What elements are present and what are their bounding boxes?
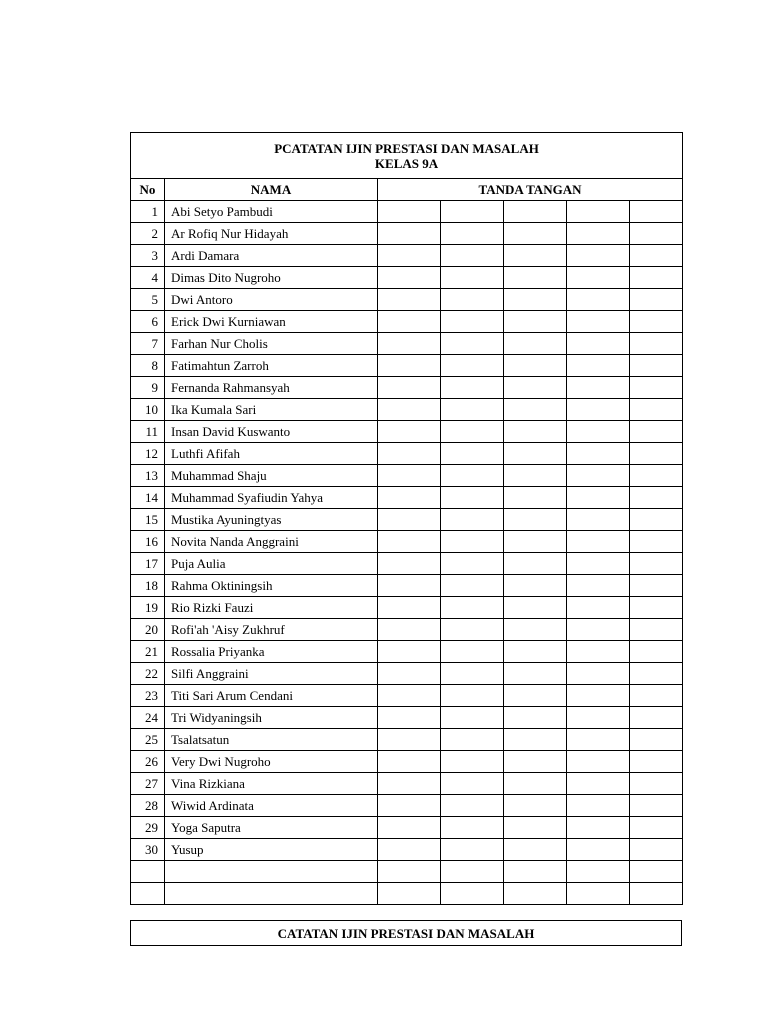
row-number: 16 [131,531,165,553]
signature-cell[interactable] [441,663,504,685]
student-name: Insan David Kuswanto [165,421,378,443]
signature-cell[interactable] [441,729,504,751]
signature-cell[interactable] [630,201,683,223]
table-row [131,245,683,267]
signature-cell[interactable] [567,267,630,289]
row-number: 4 [131,267,165,289]
table-row [131,861,683,883]
signature-cell[interactable] [630,421,683,443]
row-number: 14 [131,487,165,509]
signature-cell[interactable] [504,421,567,443]
signature-cell[interactable] [378,421,441,443]
table-row [131,553,683,575]
student-name: Mustika Ayuningtyas [165,509,378,531]
signature-cell[interactable] [504,311,567,333]
table-row [131,465,683,487]
table-row [131,443,683,465]
student-name [165,861,378,883]
signature-cell[interactable] [567,619,630,641]
signature-cell[interactable] [630,773,683,795]
signature-cell[interactable] [567,201,630,223]
signature-cell[interactable] [441,377,504,399]
second-table [130,920,682,946]
row-number: 9 [131,377,165,399]
signature-cell[interactable] [441,773,504,795]
student-name: Farhan Nur Cholis [165,333,378,355]
signature-cell[interactable] [567,553,630,575]
signature-cell[interactable] [504,245,567,267]
signature-cell[interactable] [378,443,441,465]
row-number [131,861,165,883]
signature-cell[interactable] [504,729,567,751]
signature-cell[interactable] [504,817,567,839]
signature-cell[interactable] [378,751,441,773]
signature-cell[interactable] [630,531,683,553]
signature-cell[interactable] [630,597,683,619]
signature-cell[interactable] [378,817,441,839]
signature-cell[interactable] [567,377,630,399]
signature-cell[interactable] [504,883,567,905]
table-row [131,839,683,861]
signature-cell[interactable] [504,641,567,663]
table-title [131,133,683,179]
title-line-2: KELAS 9A [374,155,439,171]
row-number: 3 [131,245,165,267]
row-number: 22 [131,663,165,685]
signature-cell[interactable] [567,311,630,333]
student-name: Yusup [165,839,378,861]
attendance-table [130,132,683,905]
signature-cell[interactable] [630,641,683,663]
signature-cell[interactable] [567,597,630,619]
signature-cell[interactable] [441,267,504,289]
signature-cell[interactable] [630,619,683,641]
signature-cell[interactable] [567,795,630,817]
signature-cell[interactable] [504,619,567,641]
signature-cell[interactable] [504,399,567,421]
signature-cell[interactable] [630,355,683,377]
signature-cell[interactable] [504,531,567,553]
row-number: 25 [131,729,165,751]
row-number [131,883,165,905]
row-number: 6 [131,311,165,333]
signature-cell[interactable] [378,707,441,729]
student-name: Ika Kumala Sari [165,399,378,421]
signature-cell[interactable] [567,245,630,267]
signature-cell[interactable] [441,333,504,355]
signature-cell[interactable] [441,817,504,839]
table-row [131,773,683,795]
student-name: Dimas Dito Nugroho [165,267,378,289]
signature-cell[interactable] [441,883,504,905]
student-name: Dwi Antoro [165,289,378,311]
row-number: 19 [131,597,165,619]
table-row [131,685,683,707]
table-row [131,509,683,531]
signature-cell[interactable] [630,509,683,531]
signature-cell[interactable] [378,773,441,795]
student-name: Rossalia Priyanka [165,641,378,663]
signature-cell[interactable] [567,575,630,597]
signature-cell[interactable] [441,245,504,267]
row-number: 24 [131,707,165,729]
signature-cell[interactable] [441,355,504,377]
signature-cell[interactable] [441,465,504,487]
signature-cell[interactable] [567,333,630,355]
signature-cell[interactable] [441,289,504,311]
signature-cell[interactable] [378,311,441,333]
student-name: Muhammad Shaju [165,465,378,487]
row-number: 10 [131,399,165,421]
student-name: Yoga Saputra [165,817,378,839]
signature-cell[interactable] [378,619,441,641]
signature-cell[interactable] [441,597,504,619]
table-row [131,399,683,421]
table-row [131,201,683,223]
signature-cell[interactable] [567,443,630,465]
signature-cell[interactable] [441,399,504,421]
table-row [131,333,683,355]
signature-cell[interactable] [504,509,567,531]
signature-cell[interactable] [504,597,567,619]
header-nama: NAMA [165,179,378,201]
signature-cell[interactable] [567,861,630,883]
row-number: 23 [131,685,165,707]
signature-cell[interactable] [567,707,630,729]
signature-cell[interactable] [630,839,683,861]
signature-cell[interactable] [630,267,683,289]
signature-cell[interactable] [378,201,441,223]
signature-cell[interactable] [504,685,567,707]
signature-cell[interactable] [378,399,441,421]
signature-cell[interactable] [441,201,504,223]
table-row [131,531,683,553]
signature-cell[interactable] [441,795,504,817]
signature-cell[interactable] [630,685,683,707]
signature-cell[interactable] [504,333,567,355]
student-name: Luthfi Afifah [165,443,378,465]
row-number: 12 [131,443,165,465]
table-row [131,751,683,773]
signature-cell[interactable] [567,839,630,861]
row-number: 1 [131,201,165,223]
table-row [131,619,683,641]
signature-cell[interactable] [567,421,630,443]
signature-cell[interactable] [378,333,441,355]
signature-cell[interactable] [378,377,441,399]
signature-cell[interactable] [441,509,504,531]
signature-cell[interactable] [504,861,567,883]
signature-cell[interactable] [504,795,567,817]
signature-cell[interactable] [567,663,630,685]
signature-cell[interactable] [504,443,567,465]
signature-cell[interactable] [378,223,441,245]
student-name: Titi Sari Arum Cendani [165,685,378,707]
table-row [131,311,683,333]
signature-cell[interactable] [630,333,683,355]
row-number: 13 [131,465,165,487]
signature-cell[interactable] [567,685,630,707]
table-row [131,883,683,905]
signature-cell[interactable] [441,487,504,509]
signature-cell[interactable] [441,553,504,575]
table-row [131,289,683,311]
signature-cell[interactable] [630,443,683,465]
signature-cell[interactable] [441,685,504,707]
signature-cell[interactable] [630,751,683,773]
table-row [131,707,683,729]
signature-cell[interactable] [441,443,504,465]
student-name: Tri Widyaningsih [165,707,378,729]
signature-cell[interactable] [630,861,683,883]
student-name: Abi Setyo Pambudi [165,201,378,223]
signature-cell[interactable] [378,553,441,575]
row-number: 5 [131,289,165,311]
signature-cell[interactable] [504,487,567,509]
signature-cell[interactable] [630,311,683,333]
row-number: 18 [131,575,165,597]
signature-cell[interactable] [567,751,630,773]
table-row [131,663,683,685]
signature-cell[interactable] [378,465,441,487]
signature-cell[interactable] [567,487,630,509]
row-number: 27 [131,773,165,795]
row-number: 7 [131,333,165,355]
signature-cell[interactable] [630,883,683,905]
table-row [131,729,683,751]
row-number: 21 [131,641,165,663]
signature-cell[interactable] [378,509,441,531]
signature-cell[interactable] [567,883,630,905]
signature-cell[interactable] [441,531,504,553]
signature-cell[interactable] [504,377,567,399]
signature-cell[interactable] [378,663,441,685]
signature-cell[interactable] [567,399,630,421]
signature-cell[interactable] [378,267,441,289]
signature-cell[interactable] [567,509,630,531]
row-number: 15 [131,509,165,531]
signature-cell[interactable] [630,729,683,751]
signature-cell[interactable] [504,201,567,223]
student-name: Very Dwi Nugroho [165,751,378,773]
student-name: Wiwid Ardinata [165,795,378,817]
signature-cell[interactable] [378,729,441,751]
table-row [131,817,683,839]
signature-cell[interactable] [504,553,567,575]
second-table-title: CATATAN IJIN PRESTASI DAN MASALAH [131,921,682,946]
student-name: Erick Dwi Kurniawan [165,311,378,333]
signature-cell[interactable] [504,839,567,861]
signature-cell[interactable] [630,795,683,817]
signature-cell[interactable] [504,223,567,245]
signature-cell[interactable] [378,245,441,267]
student-name: Puja Aulia [165,553,378,575]
row-number: 20 [131,619,165,641]
signature-cell[interactable] [378,883,441,905]
signature-cell[interactable] [441,619,504,641]
signature-cell[interactable] [378,575,441,597]
table-row [131,377,683,399]
signature-cell[interactable] [567,773,630,795]
signature-cell[interactable] [630,399,683,421]
signature-cell[interactable] [504,289,567,311]
signature-cell[interactable] [567,465,630,487]
signature-cell[interactable] [378,355,441,377]
row-number: 26 [131,751,165,773]
signature-cell[interactable] [441,575,504,597]
student-name: Rahma Oktiningsih [165,575,378,597]
table-row [131,575,683,597]
row-number: 2 [131,223,165,245]
signature-cell[interactable] [567,289,630,311]
signature-cell[interactable] [630,663,683,685]
student-name: Ardi Damara [165,245,378,267]
student-name: Vina Rizkiana [165,773,378,795]
student-name: Tsalatsatun [165,729,378,751]
row-number: 11 [131,421,165,443]
header-row [131,179,683,201]
signature-cell[interactable] [630,817,683,839]
signature-cell[interactable] [567,355,630,377]
signature-cell[interactable] [630,377,683,399]
signature-cell[interactable] [441,751,504,773]
signature-cell[interactable] [630,707,683,729]
signature-cell[interactable] [567,641,630,663]
signature-cell[interactable] [378,597,441,619]
signature-cell[interactable] [504,575,567,597]
signature-cell[interactable] [630,553,683,575]
table-row [131,355,683,377]
signature-cell[interactable] [504,751,567,773]
student-name: Rio Rizki Fauzi [165,597,378,619]
row-number: 30 [131,839,165,861]
signature-cell[interactable] [630,575,683,597]
signature-cell[interactable] [441,223,504,245]
signature-cell[interactable] [504,663,567,685]
student-name: Ar Rofiq Nur Hidayah [165,223,378,245]
header-tanda-tangan: TANDA TANGAN [378,179,683,201]
signature-cell[interactable] [630,487,683,509]
signature-cell[interactable] [630,465,683,487]
row-number: 28 [131,795,165,817]
signature-cell[interactable] [378,795,441,817]
signature-cell[interactable] [504,707,567,729]
row-number: 17 [131,553,165,575]
signature-cell[interactable] [630,289,683,311]
signature-cell[interactable] [441,707,504,729]
signature-cell[interactable] [567,817,630,839]
row-number: 8 [131,355,165,377]
student-name: Muhammad Syafiudin Yahya [165,487,378,509]
signature-cell[interactable] [504,267,567,289]
signature-cell[interactable] [567,531,630,553]
signature-cell[interactable] [441,421,504,443]
student-name [165,883,378,905]
signature-cell[interactable] [441,839,504,861]
table-body [131,201,683,905]
signature-cell[interactable] [378,487,441,509]
student-name: Fatimahtun Zarroh [165,355,378,377]
table-row [131,421,683,443]
signature-cell[interactable] [567,729,630,751]
signature-cell[interactable] [378,861,441,883]
title-line-1: PCATATAN IJIN PRESTASI DAN MASALAH [274,140,539,156]
table-row [131,795,683,817]
signature-cell[interactable] [378,531,441,553]
signature-cell[interactable] [378,839,441,861]
student-name: Novita Nanda Anggraini [165,531,378,553]
student-name: Silfi Anggraini [165,663,378,685]
signature-cell[interactable] [504,355,567,377]
student-name: Fernanda Rahmansyah [165,377,378,399]
table-row [131,597,683,619]
signature-cell[interactable] [630,223,683,245]
signature-cell[interactable] [630,245,683,267]
table-row [131,487,683,509]
signature-cell[interactable] [441,861,504,883]
table-row [131,223,683,245]
signature-cell[interactable] [504,465,567,487]
table-row [131,267,683,289]
student-name: Rofi'ah 'Aisy Zukhruf [165,619,378,641]
table-row [131,641,683,663]
signature-cell[interactable] [567,223,630,245]
signature-cell[interactable] [378,289,441,311]
signature-cell[interactable] [504,773,567,795]
signature-cell[interactable] [441,641,504,663]
signature-cell[interactable] [441,311,504,333]
header-no: No [131,179,165,201]
signature-cell[interactable] [378,685,441,707]
row-number: 29 [131,817,165,839]
signature-cell[interactable] [378,641,441,663]
